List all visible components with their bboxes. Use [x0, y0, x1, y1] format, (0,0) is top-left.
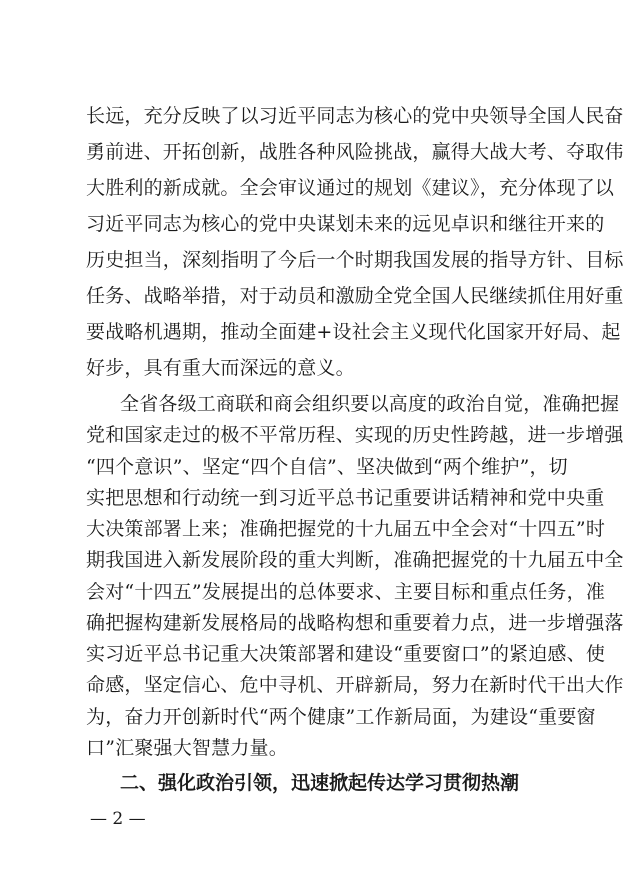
- paragraph-2-line-9: 实习近平总书记重大决策部署和建设“重要窗口”的紧迫感、使: [86, 643, 606, 665]
- paragraph-1-line-5: 历史担当，深刻指明了今后一个时期我国发展的指导方针、目标: [86, 249, 624, 271]
- paragraph-2-line-1: 全省各级工商联和商会组织要以高度的政治自觉，准确把握: [120, 393, 620, 415]
- paragraph-1-line-7: 要战略机遇期，推动全面建+设社会主义现代化国家开好局、起: [86, 321, 621, 343]
- paragraph-1-line-2: 勇前进、开拓创新，战胜各种风险挑战，赢得大战大考、夺取伟: [86, 141, 624, 163]
- paragraph-2-line-6: 期我国进入新发展阶段的重大判断，准确把握党的十九届五中全: [86, 549, 624, 571]
- paragraph-2-line-12: 口”汇聚强大智慧力量。: [86, 737, 288, 759]
- paragraph-2-line-2: 党和国家走过的极不平常历程、实现的历史性跨越，进一步增强: [86, 424, 624, 446]
- paragraph-1-line-4: 习近平同志为核心的党中央谋划未来的远见卓识和继往开来的: [86, 213, 605, 235]
- paragraph-2-line-5: 大决策部署上来；准确把握党的十九届五中全会对“十四五”时: [86, 518, 606, 540]
- paragraph-1-line-3: 大胜利的新成就。全会审议通过的规划《建议》，充分体现了以: [86, 177, 615, 199]
- paragraph-2-line-7: 会对“十四五”发展提出的总体要求、主要目标和重点任务，准: [86, 581, 606, 603]
- paragraph-2-line-8: 确把握构建新发展格局的战略构想和重要着力点，进一步增强落: [86, 612, 624, 634]
- paragraph-2-line-11: 为，奋力开创新时代“两个健康”工作新局面，为建设“重要窗: [86, 706, 596, 728]
- paragraph-1-line-1: 长远，充分反映了以习近平同志为核心的党中央领导全国人民奋: [86, 105, 624, 127]
- paragraph-1-line-8: 好步，具有重大而深远的意义。: [86, 357, 355, 379]
- page-number: — 2 —: [90, 809, 146, 829]
- paragraph-1-line-6: 任务、战略举措，对于动员和激励全党全国人民继续抓住用好重: [86, 285, 624, 307]
- section-heading: 二、强化政治引领，迅速掀起传达学习贯彻热潮: [120, 772, 520, 794]
- paragraph-2-line-10: 命感，坚定信心、危中寻机、开辟新局，努力在新时代干出大作: [86, 674, 624, 696]
- paragraph-2-line-4: 实把思想和行动统一到习近平总书记重要讲话精神和党中央重: [86, 487, 605, 509]
- paragraph-2-line-3: “四个意识”、坚定“四个自信”、坚决做到“两个维护”，切: [86, 456, 568, 478]
